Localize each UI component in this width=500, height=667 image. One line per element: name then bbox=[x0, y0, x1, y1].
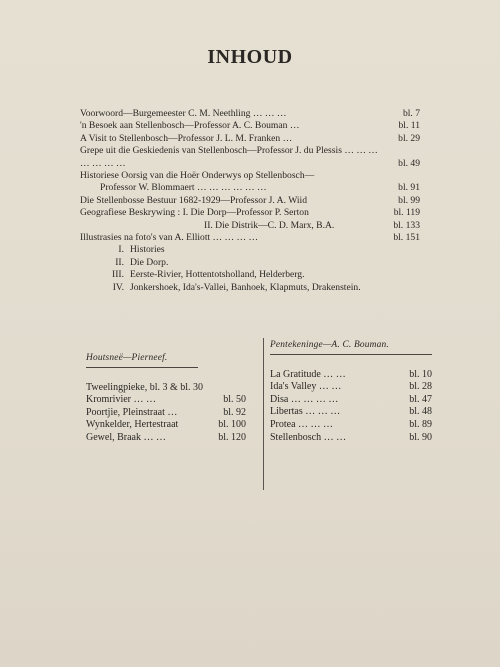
list-item-text: Ida's Valley … … bbox=[270, 381, 342, 393]
column-divider bbox=[263, 338, 264, 490]
toc-entry bbox=[80, 195, 420, 207]
illustration-number: III. bbox=[112, 269, 124, 281]
toc-entry bbox=[80, 207, 420, 219]
toc-entry-text: Illustrasies na foto's van A. Elliott … … … … bbox=[80, 232, 259, 244]
toc-entry bbox=[80, 145, 420, 170]
list-item-text: La Gratitude … … bbox=[270, 368, 346, 380]
list-item-text: Wynkelder, Hertestraat bbox=[86, 419, 179, 431]
list-item-text: Gewel, Braak … … bbox=[86, 431, 166, 443]
list-item-page: bl. 90 bbox=[409, 431, 432, 443]
list-item bbox=[86, 394, 246, 407]
list-item-page: bl. 120 bbox=[218, 431, 246, 443]
toc-entry-page: bl. 91 bbox=[398, 182, 420, 194]
toc-entry bbox=[80, 120, 420, 132]
list-item-page: bl. 48 bbox=[409, 406, 432, 418]
toc-entry-page: bl. 49 bbox=[398, 157, 420, 169]
list-item-text: Disa … … … … bbox=[270, 393, 339, 405]
toc-entry bbox=[80, 108, 420, 120]
list-item-page: bl. 92 bbox=[223, 406, 246, 418]
illustration-label: Jonkershoek, Ida's-Vallei, Banhoek, Klapmuts, Drakenstein. bbox=[130, 281, 361, 293]
toc-entry-text: Professor W. Blommaert … … … … … … bbox=[100, 182, 267, 194]
list-item-text: Kromrivier … … bbox=[86, 394, 156, 406]
illustration-item bbox=[106, 257, 420, 269]
list-item-page: bl. 47 bbox=[409, 393, 432, 405]
woodcuts-heading: Houtsneë—Pierneef. bbox=[86, 353, 168, 363]
toc-entry-page: bl. 151 bbox=[393, 232, 420, 244]
drawings-column bbox=[270, 339, 432, 444]
list-item bbox=[270, 406, 432, 419]
toc-entry-text: Grepe uit die Geskiedenis van Stellenbosch—Professor J. du Plessis … … … … … … … bbox=[80, 145, 378, 169]
toc-entry-page: bl. 11 bbox=[398, 120, 420, 132]
illustration-label: Die Dorp. bbox=[130, 256, 169, 268]
drawings-heading: Pentekeninge—A. C. Bouman. bbox=[270, 340, 389, 350]
list-item-page: bl. 50 bbox=[223, 394, 246, 406]
list-item bbox=[86, 419, 246, 432]
toc-entry-page: bl. 29 bbox=[398, 132, 420, 144]
illustration-item bbox=[106, 269, 420, 281]
page-title: INHOUD bbox=[207, 46, 293, 68]
list-item-text: Stellenbosch … … bbox=[270, 431, 347, 443]
list-item bbox=[86, 382, 246, 395]
toc-entry-text: Voorwoord—Burgemeester C. M. Neethling … … … bbox=[80, 108, 287, 119]
illustration-list bbox=[80, 244, 420, 294]
illustration-number: II. bbox=[115, 256, 124, 268]
list-item bbox=[270, 381, 432, 394]
woodcuts-column bbox=[86, 352, 246, 445]
list-item bbox=[270, 394, 432, 407]
list-item-page: bl. 28 bbox=[409, 381, 432, 393]
list-item-page: bl. 10 bbox=[409, 368, 432, 380]
toc-entry-page: bl. 133 bbox=[393, 219, 420, 231]
list-item bbox=[86, 407, 246, 420]
list-item-page: bl. 100 bbox=[218, 419, 246, 431]
toc-entry bbox=[80, 232, 420, 244]
list-item-text: Poortjie, Pleinstraat … bbox=[86, 406, 178, 418]
illustration-item bbox=[106, 282, 420, 294]
toc-entry-text: II. Die Distrik—C. D. Marx, B.A. bbox=[204, 219, 335, 231]
toc-entry-text: Geografiese Beskrywing : I. Die Dorp—Professor P. Serton bbox=[80, 207, 309, 219]
toc-entry-text: Die Stellenbosse Bestuur 1682-1929—Professor J. A. Wiid bbox=[80, 194, 308, 206]
illustration-label: Eerste-Rivier, Hottentotsholland, Helderberg. bbox=[130, 269, 305, 281]
toc-entry bbox=[80, 133, 420, 145]
toc-entry-text: Historiese Oorsig van die Hoër Onderwys op Stellenbosch— bbox=[80, 170, 315, 182]
list-item bbox=[270, 369, 432, 382]
list-item-text: Libertas … … … bbox=[270, 406, 341, 418]
illustration-number: I. bbox=[118, 244, 124, 256]
illustration-label: Histories bbox=[130, 244, 165, 256]
illustration-number: IV. bbox=[112, 281, 124, 293]
list-item bbox=[270, 419, 432, 432]
heading-rule bbox=[270, 354, 432, 355]
list-item bbox=[86, 432, 246, 445]
table-of-contents bbox=[80, 108, 420, 294]
illustration-item bbox=[106, 244, 420, 256]
toc-entry-text: 'n Besoek aan Stellenbosch—Professor A. C. Bouman … bbox=[80, 120, 300, 132]
toc-entry-page: bl. 119 bbox=[393, 207, 420, 219]
toc-entry bbox=[80, 170, 420, 182]
toc-entry-page: bl. 99 bbox=[398, 194, 420, 206]
list-item bbox=[270, 432, 432, 445]
toc-entry-text: A Visit to Stellenbosch—Professor J. L. M. Franken … bbox=[80, 132, 293, 144]
list-item-text: Protea … … … bbox=[270, 418, 334, 430]
toc-entry bbox=[80, 182, 420, 194]
list-item-text: Tweelingpieke, bl. 3 & bl. 30 bbox=[86, 381, 204, 393]
list-item-page: bl. 89 bbox=[409, 418, 432, 430]
heading-rule bbox=[86, 367, 198, 368]
toc-entry bbox=[80, 220, 420, 232]
toc-entry-page: bl. 7 bbox=[402, 108, 420, 119]
